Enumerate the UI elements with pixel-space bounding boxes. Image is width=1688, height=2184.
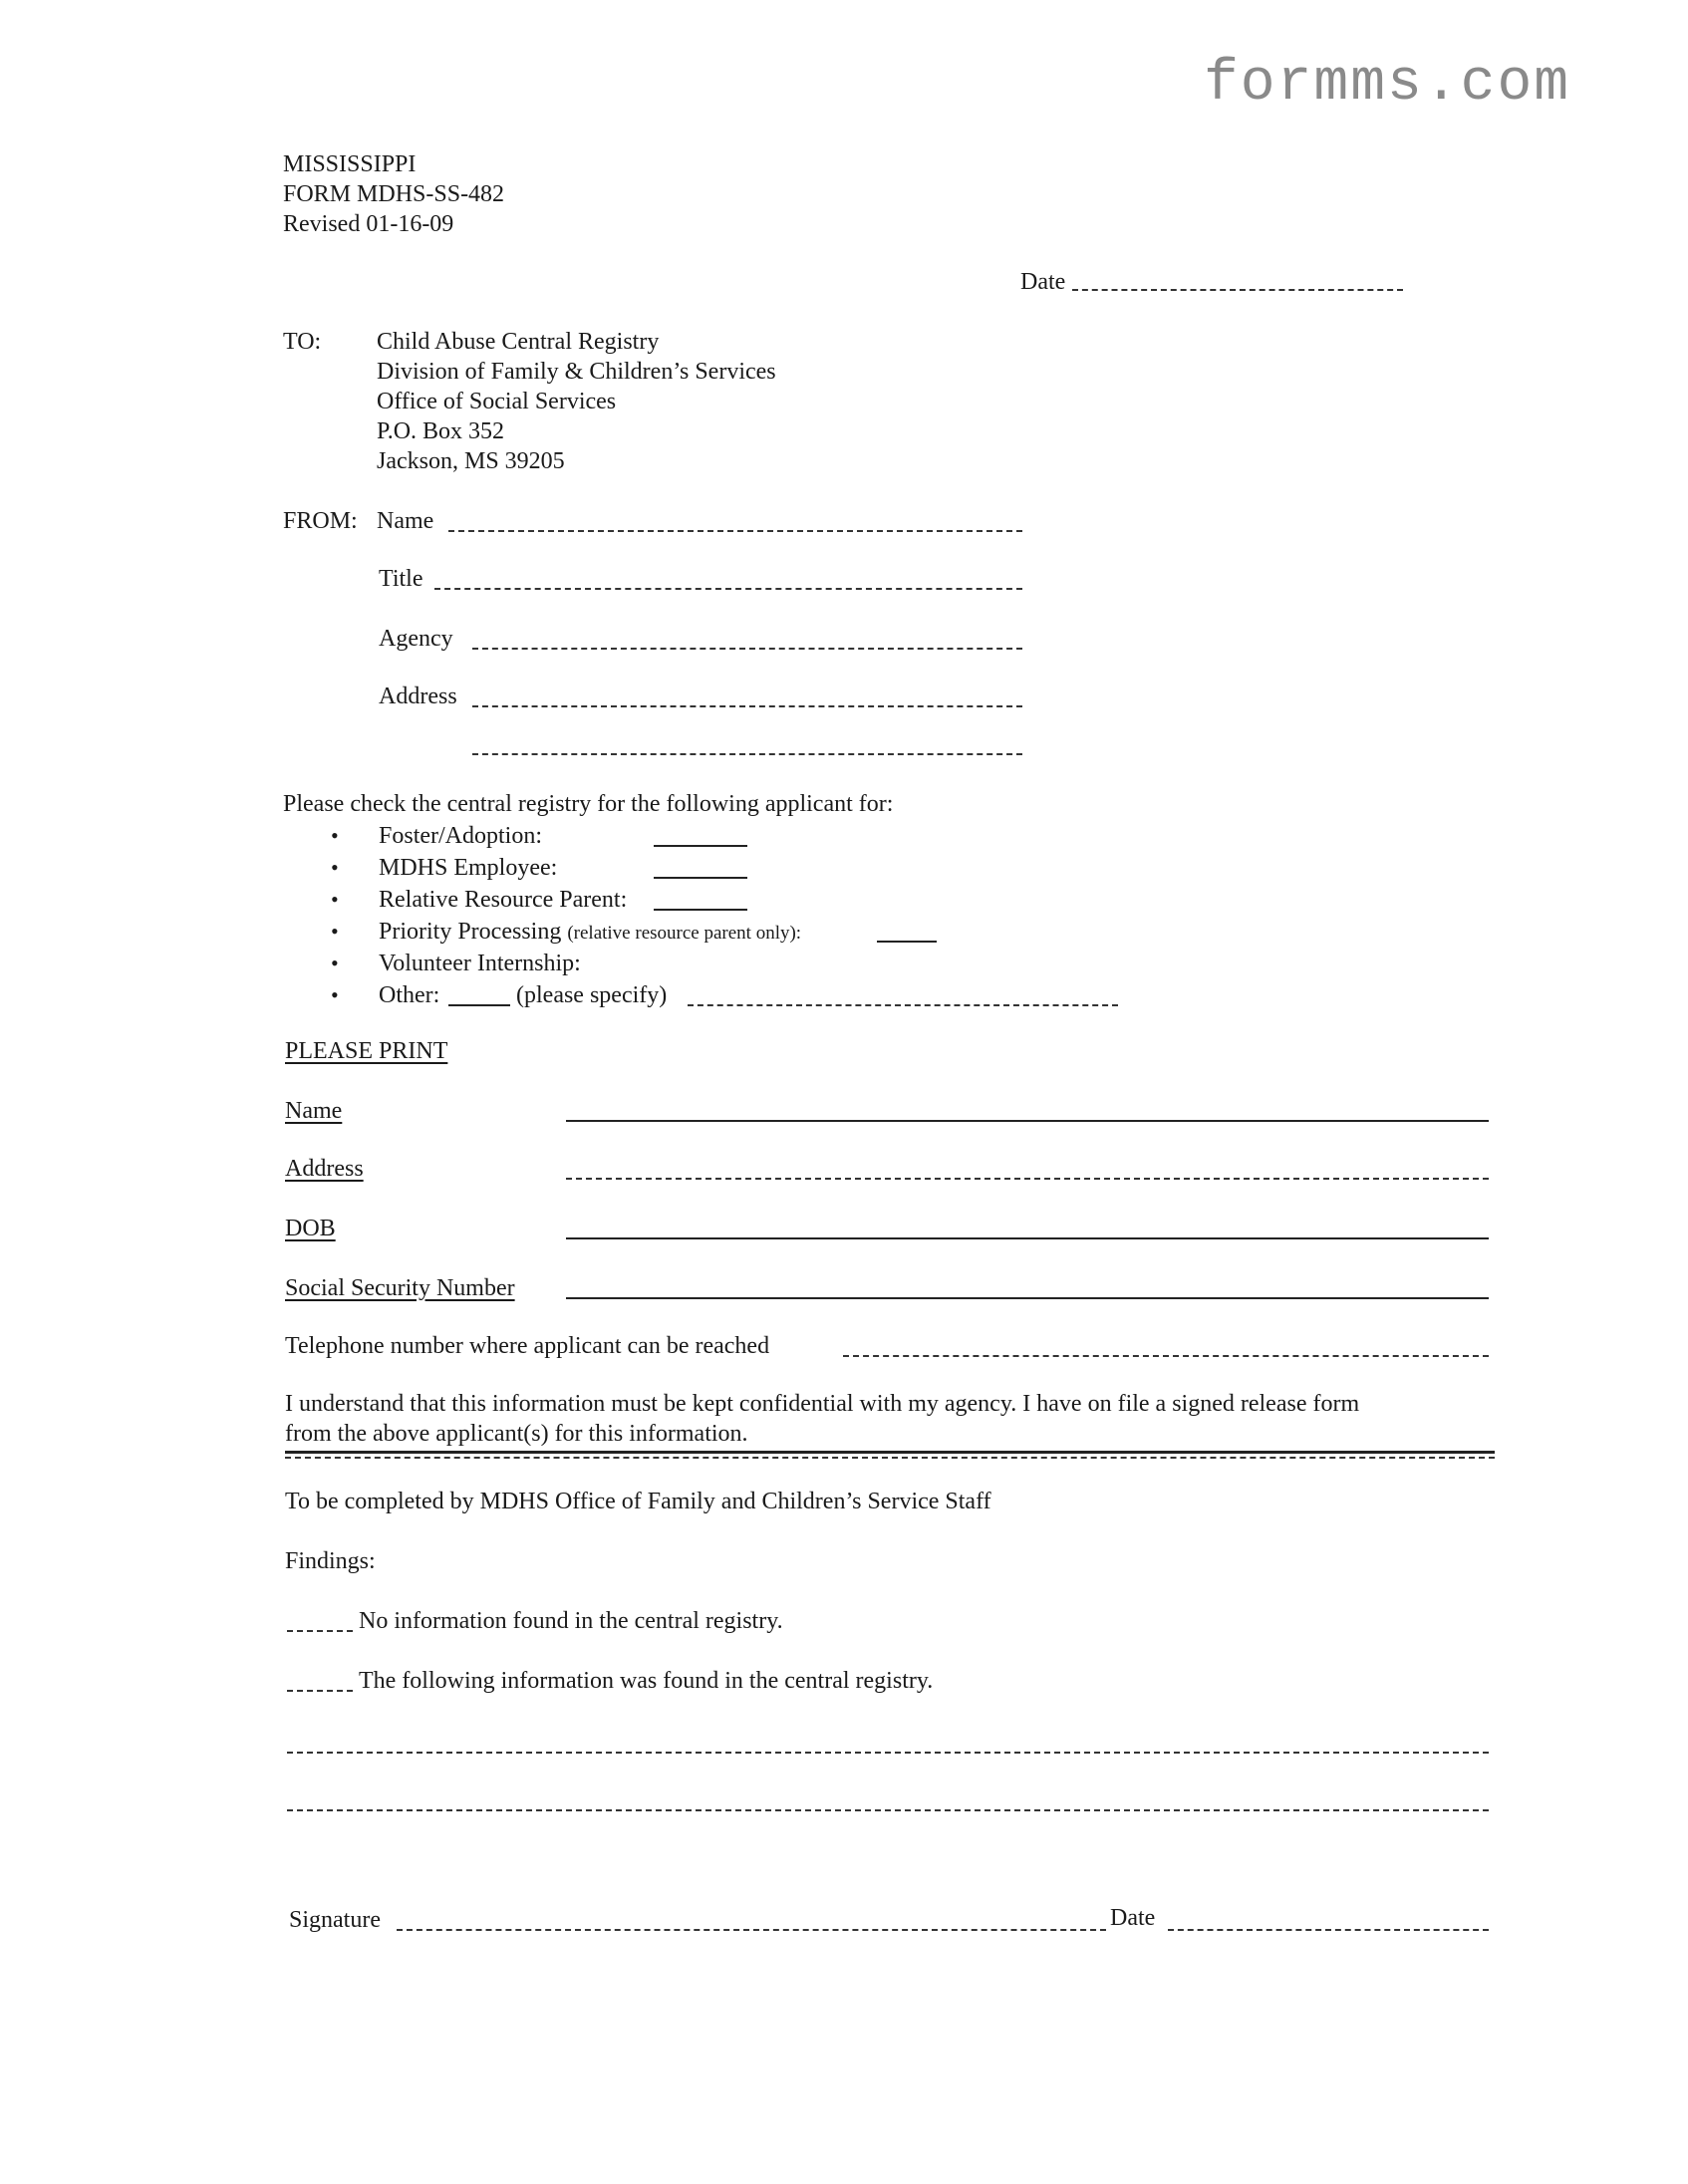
no-info-checkbox-line[interactable] (287, 1630, 353, 1632)
print-dob-label: DOB (285, 1216, 336, 1241)
to-label: TO: (283, 329, 322, 355)
to-address-line: P.O. Box 352 (377, 418, 505, 444)
from-label: FROM: (283, 508, 358, 534)
check-relative-label: Relative Resource Parent: (379, 887, 628, 913)
from-name-label: Name (377, 508, 434, 534)
watermark-text: formms.com (1204, 52, 1571, 117)
from-agency-field[interactable] (472, 648, 1022, 650)
section-divider (285, 1451, 1495, 1454)
confidential-line-1: I understand that this information must be kept confidential with my agency. I have on file a signed release form (285, 1391, 1360, 1417)
date-label: Date (1020, 269, 1066, 295)
form-number: FORM MDHS-SS-482 (283, 181, 505, 207)
check-priority-label (379, 917, 801, 949)
print-dob-field[interactable] (566, 1237, 1489, 1239)
from-address-label: Address (379, 683, 457, 709)
check-intro: Please check the central registry for the following applicant for: (283, 791, 894, 817)
form-state: MISSISSIPPI (283, 151, 417, 177)
check-foster-label: Foster/Adoption: (379, 823, 543, 849)
print-name-field[interactable] (566, 1120, 1489, 1122)
section-divider-2 (285, 1457, 1495, 1459)
from-name-field[interactable] (448, 530, 1022, 532)
confidential-line-2: from the above applicant(s) for this information. (285, 1421, 748, 1447)
priority-text: Priority Processing (379, 919, 562, 945)
print-ssn-field[interactable] (566, 1297, 1489, 1299)
please-print-heading: PLEASE PRINT (285, 1038, 448, 1064)
bullet-icon: • (331, 855, 339, 880)
bullet-icon: • (331, 919, 339, 944)
check-foster-field[interactable] (654, 845, 747, 847)
to-address-line: Office of Social Services (377, 389, 617, 414)
date-field[interactable] (1072, 289, 1403, 291)
from-address-field[interactable] (472, 705, 1022, 707)
no-info-label: No information found in the central registry. (359, 1608, 783, 1634)
check-other-specify-label: (please specify) (516, 982, 668, 1008)
print-name-label: Name (285, 1098, 343, 1124)
found-checkbox-line[interactable] (287, 1690, 353, 1692)
signature-field[interactable] (397, 1929, 1106, 1931)
check-employee-label: MDHS Employee: (379, 855, 558, 881)
findings-detail-line-2[interactable] (287, 1809, 1489, 1811)
to-address-line: Jackson, MS 39205 (377, 448, 565, 474)
findings-detail-line-1[interactable] (287, 1752, 1489, 1754)
found-label: The following information was found in the central registry. (359, 1668, 934, 1694)
signature-label: Signature (289, 1907, 381, 1933)
signature-date-label: Date (1110, 1905, 1156, 1931)
form-revised: Revised 01-16-09 (283, 211, 454, 237)
priority-note: (relative resource parent only): (567, 923, 802, 944)
print-address-field[interactable] (566, 1178, 1489, 1180)
check-employee-field[interactable] (654, 877, 747, 879)
bullet-icon: • (331, 951, 339, 975)
signature-date-field[interactable] (1168, 1929, 1489, 1931)
findings-label: Findings: (285, 1548, 376, 1574)
from-title-label: Title (379, 566, 423, 592)
check-volunteer-label: Volunteer Internship: (379, 951, 581, 976)
check-other-label: Other: (379, 982, 440, 1008)
to-address-line: Child Abuse Central Registry (377, 329, 660, 355)
to-address-line: Division of Family & Children’s Services (377, 359, 776, 385)
print-address-label: Address (285, 1156, 364, 1182)
staff-heading: To be completed by MDHS Office of Family and Children’s Service Staff (285, 1489, 991, 1514)
from-title-field[interactable] (434, 588, 1022, 590)
from-address-field-2[interactable] (472, 753, 1022, 755)
print-phone-label: Telephone number where applicant can be reached (285, 1333, 770, 1359)
bullet-icon: • (331, 982, 339, 1007)
print-phone-field[interactable] (843, 1355, 1489, 1357)
bullet-icon: • (331, 823, 339, 848)
from-agency-label: Agency (379, 626, 453, 652)
bullet-icon: • (331, 887, 339, 912)
check-relative-field[interactable] (654, 909, 747, 911)
check-other-specify-field[interactable] (688, 1004, 1118, 1006)
check-priority-field[interactable] (877, 941, 937, 943)
check-other-field[interactable] (448, 1004, 510, 1006)
print-ssn-label: Social Security Number (285, 1275, 515, 1301)
